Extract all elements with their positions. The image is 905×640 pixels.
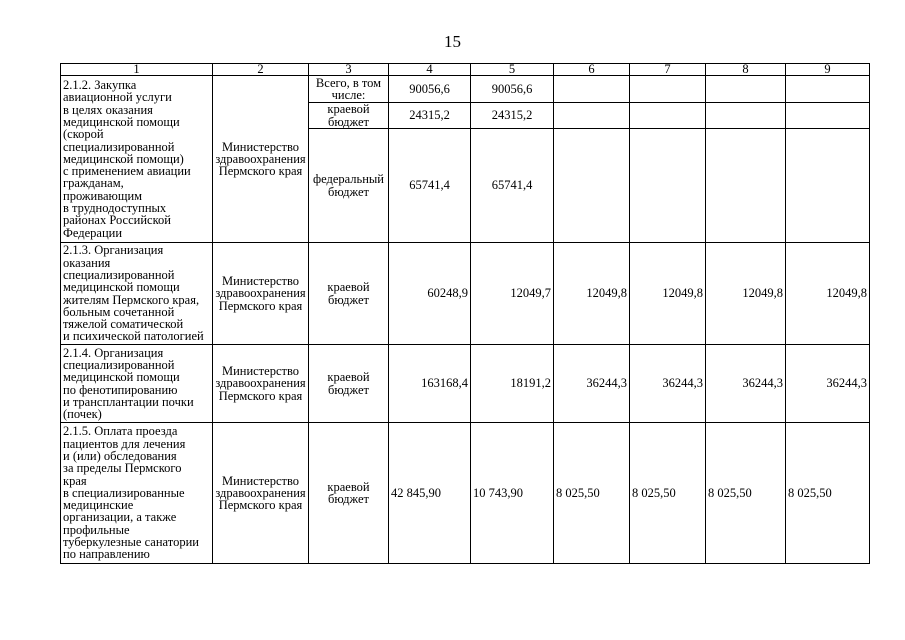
item-name-line: профильные xyxy=(63,522,130,537)
organization-cell xyxy=(213,76,309,243)
value-cell: 18191,2 xyxy=(471,345,554,423)
item-name-line: медицинской помощи xyxy=(63,280,180,295)
column-number: 4 xyxy=(389,64,471,76)
value-cell: 65741,4 xyxy=(389,129,471,243)
item-name-line: организации, а также xyxy=(63,510,177,525)
column-number: 3 xyxy=(309,64,389,76)
funding-source-line: числе: xyxy=(331,88,366,102)
value-cell: 8 025,50 xyxy=(554,423,630,564)
item-name-line: в труднодоступных xyxy=(63,201,167,216)
item-name-line: гражданам, xyxy=(63,176,124,191)
organization-line: здравоохранения xyxy=(215,286,306,301)
item-name-line: в целях оказания xyxy=(63,102,153,117)
item-name-line: (почек) xyxy=(63,407,102,422)
table-row xyxy=(61,243,870,345)
value-cell: 36244,3 xyxy=(786,345,870,423)
value-cell: 12049,8 xyxy=(630,243,706,345)
organization-line: Министерство xyxy=(221,473,300,488)
item-name-line: и (или) обследования xyxy=(63,448,177,463)
item-name-line: специализированной xyxy=(63,357,175,372)
value-cell: 60248,9 xyxy=(389,243,471,345)
budget-table xyxy=(60,63,870,564)
item-name-line: медицинской помощи xyxy=(63,370,180,385)
organization-line: Пермского края xyxy=(218,498,303,513)
value-cell: 36244,3 xyxy=(706,345,786,423)
item-name-line: больным сочетанной xyxy=(63,304,175,319)
item-name-line: края xyxy=(63,473,87,488)
organization-line: Министерство xyxy=(221,274,300,289)
organization-cell xyxy=(213,243,309,345)
organization-line: здравоохранения xyxy=(215,151,306,166)
funding-source-cell xyxy=(309,103,389,129)
funding-source-line: бюджет xyxy=(328,382,369,397)
organization-cell xyxy=(213,423,309,564)
organization-line: Министерство xyxy=(221,139,300,154)
item-name-line: Федерации xyxy=(63,225,123,240)
funding-source-line: краевой xyxy=(327,280,370,295)
value-cell xyxy=(630,103,706,129)
value-cell: 12049,7 xyxy=(471,243,554,345)
funding-source-cell xyxy=(309,76,389,103)
funding-source-line: краевой xyxy=(327,102,370,117)
value-cell: 10 743,90 xyxy=(471,423,554,564)
value-cell: 36244,3 xyxy=(554,345,630,423)
item-name-line: медицинской помощи) xyxy=(63,151,184,166)
item-name-line: (скорой xyxy=(63,127,104,142)
item-name-line: 2.1.4. Организация xyxy=(63,345,164,360)
funding-source-line: краевой xyxy=(327,479,370,494)
organization-line: здравоохранения xyxy=(215,376,306,391)
column-number: 5 xyxy=(471,64,554,76)
value-cell xyxy=(786,76,870,103)
item-name-line: медицинские xyxy=(63,498,134,513)
value-cell xyxy=(706,76,786,103)
item-name-line: 2.1.2. Закупка xyxy=(63,78,137,93)
column-number: 1 xyxy=(61,64,213,76)
funding-source-line: бюджет xyxy=(328,114,369,129)
item-name-line: районах Российской xyxy=(63,213,171,228)
value-cell: 12049,8 xyxy=(786,243,870,345)
table-row xyxy=(61,345,870,423)
value-cell: 8 025,50 xyxy=(706,423,786,564)
funding-source-cell xyxy=(309,243,389,345)
value-cell: 8 025,50 xyxy=(786,423,870,564)
value-cell: 24315,2 xyxy=(389,103,471,129)
value-cell xyxy=(630,129,706,243)
column-number: 6 xyxy=(554,64,630,76)
item-name-line: проживающим xyxy=(63,188,143,203)
item-name-cell xyxy=(61,243,213,345)
funding-source-line: Всего, в том xyxy=(315,75,382,90)
organization-line: Пермского края xyxy=(218,298,303,313)
table-row xyxy=(61,423,870,564)
item-name-line: в специализированные xyxy=(63,485,185,500)
value-cell: 24315,2 xyxy=(471,103,554,129)
funding-source-line: федеральный xyxy=(312,172,384,187)
value-cell: 36244,3 xyxy=(630,345,706,423)
organization-line: Пермского края xyxy=(218,388,303,403)
table-row xyxy=(61,76,870,103)
funding-source-line: бюджет xyxy=(328,292,369,307)
funding-source-cell xyxy=(309,423,389,564)
item-name-line: жителям Пермского края, xyxy=(63,292,200,307)
item-name-line: и трансплантации почки xyxy=(63,394,194,409)
value-cell: 12049,8 xyxy=(706,243,786,345)
value-cell xyxy=(554,129,630,243)
column-number-row xyxy=(61,64,870,76)
item-name-cell xyxy=(61,76,213,243)
item-name-line: и психической патологией xyxy=(63,329,204,344)
item-name-line: специализированной xyxy=(63,267,175,282)
value-cell xyxy=(630,76,706,103)
item-name-line: по фенотипированию xyxy=(63,382,178,397)
item-name-line: авиационной услуги xyxy=(63,90,172,105)
funding-source-cell xyxy=(309,345,389,423)
item-name-line: медицинской помощи xyxy=(63,114,180,129)
column-number: 9 xyxy=(786,64,870,76)
value-cell: 163168,4 xyxy=(389,345,471,423)
funding-source-line: бюджет xyxy=(328,184,369,199)
column-number: 2 xyxy=(213,64,309,76)
funding-source-line: краевой xyxy=(327,370,370,385)
value-cell xyxy=(554,76,630,103)
organization-cell xyxy=(213,345,309,423)
item-name-line: 2.1.3. Организация xyxy=(63,243,164,258)
item-name-line: за пределы Пермского xyxy=(63,461,182,476)
value-cell: 90056,6 xyxy=(471,76,554,103)
item-name-cell xyxy=(61,423,213,564)
value-cell xyxy=(554,103,630,129)
item-name-line: пациентов для лечения xyxy=(63,436,186,451)
value-cell: 12049,8 xyxy=(554,243,630,345)
item-name-line: с применением авиации xyxy=(63,164,191,179)
item-name-cell xyxy=(61,345,213,423)
value-cell xyxy=(706,103,786,129)
value-cell xyxy=(786,129,870,243)
page-number: 15 xyxy=(444,32,461,51)
item-name-line: туберкулезные санатории xyxy=(63,535,199,550)
organization-line: здравоохранения xyxy=(215,485,306,500)
column-number: 8 xyxy=(706,64,786,76)
organization-line: Пермского края xyxy=(218,164,303,179)
value-cell: 90056,6 xyxy=(389,76,471,103)
funding-source-line: бюджет xyxy=(328,492,369,506)
organization-line: Министерство xyxy=(221,364,300,379)
value-cell xyxy=(786,103,870,129)
value-cell: 42 845,90 xyxy=(389,423,471,564)
value-cell: 65741,4 xyxy=(471,129,554,243)
item-name-line: оказания xyxy=(63,255,111,270)
item-name-line: специализированной xyxy=(63,139,175,154)
item-name-line: 2.1.5. Оплата проезда xyxy=(63,424,178,439)
item-name-line: тяжелой соматической xyxy=(63,317,184,332)
value-cell: 8 025,50 xyxy=(630,423,706,564)
funding-source-cell xyxy=(309,129,389,243)
item-name-line: по направлению xyxy=(63,547,150,562)
value-cell xyxy=(706,129,786,243)
column-number: 7 xyxy=(630,64,706,76)
